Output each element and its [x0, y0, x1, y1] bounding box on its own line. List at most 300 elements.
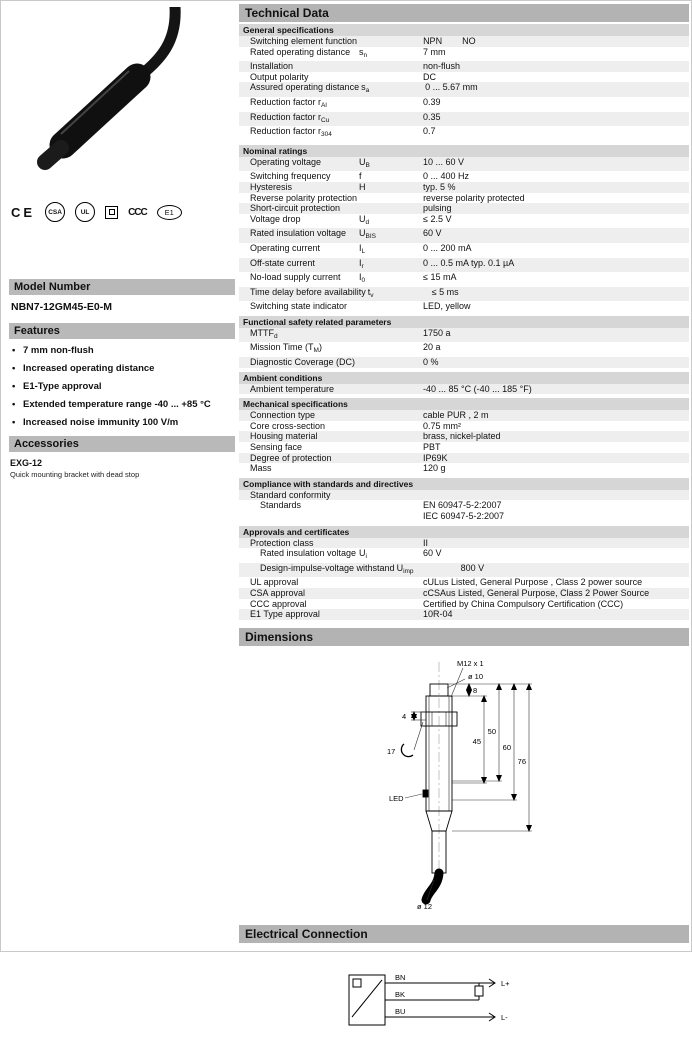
section-header: Nominal ratings: [239, 145, 689, 157]
spec-value: [423, 577, 689, 588]
spec-label-text: Switching frequency: [250, 171, 331, 182]
spec-value: [423, 214, 689, 229]
spec-label-text: Output polarity: [250, 71, 309, 82]
spec-value-secondary: NO: [462, 36, 476, 46]
spec-label: [239, 588, 357, 599]
spec-label-text: Off-state current: [250, 257, 315, 268]
spec-label: [239, 421, 357, 432]
spec-label: [239, 384, 357, 395]
spec-value: [423, 548, 689, 563]
symbol-sub: n: [363, 51, 368, 59]
spec-label-text: Reduction factor r: [250, 96, 322, 107]
spec-label-text: Diagnostic Coverage (DC): [250, 357, 356, 368]
symbol-base: U: [359, 228, 366, 239]
spec-value: [425, 82, 689, 97]
spec-symbol: [395, 563, 461, 578]
wiring-svg: [239, 955, 689, 1050]
spec-value-line: EN 60947-5-2:2007: [423, 500, 502, 511]
sensor-tip: [45, 148, 61, 162]
spec-label-text: Switching element function: [250, 36, 358, 46]
spec-label: [239, 182, 357, 193]
e1-mark-icon: E1: [157, 205, 182, 220]
spec-symbol: [357, 410, 423, 421]
spec-row: [239, 342, 689, 357]
symbol-sub: i: [365, 553, 367, 561]
spec-label-text: No-load supply current: [250, 272, 341, 283]
spec-value-text: pulsing: [423, 203, 452, 214]
spec-symbol: [357, 421, 423, 432]
spec-label-text: Protection class: [250, 537, 314, 548]
spec-value-text: 10 ... 60 V: [423, 156, 465, 167]
spec-label: [239, 431, 357, 442]
dim-60-label: 60: [502, 742, 511, 752]
spec-value: [423, 342, 689, 357]
section-header: Mechanical specifications: [239, 398, 689, 410]
spec-value: [423, 301, 689, 312]
spec-label-text: Standards: [260, 500, 302, 511]
spec-symbol: [357, 171, 423, 182]
spec-row: [239, 384, 689, 395]
protection-class-ii-icon: [105, 206, 118, 219]
spec-row: [239, 500, 689, 521]
spec-symbol: [357, 61, 423, 72]
gap-label: 4: [402, 711, 407, 721]
spec-symbol: [357, 463, 423, 474]
spec-symbol: [357, 72, 423, 83]
spec-row: [239, 126, 689, 141]
spec-label-text: Voltage drop: [250, 213, 301, 224]
spec-row: [239, 61, 689, 72]
symbol-base: s: [359, 46, 364, 57]
symbol-base: U: [359, 156, 366, 167]
spec-label: [239, 82, 359, 97]
spec-value-text: PBT: [423, 442, 441, 453]
spec-label: [239, 548, 357, 563]
left-column: [9, 7, 235, 479]
spec-symbol: [357, 384, 423, 395]
spec-row: [239, 410, 689, 421]
spec-value: [423, 228, 689, 243]
spec-label: [239, 563, 395, 578]
model-number-header: Model Number: [9, 279, 235, 295]
spec-value-text: 20 a: [423, 342, 441, 353]
spec-symbol: [357, 431, 423, 442]
spec-value: [423, 272, 689, 287]
spec-value: [423, 182, 689, 193]
spec-row: [239, 272, 689, 287]
spec-label-text: Operating current: [250, 242, 321, 253]
spec-value-text: 60 V: [423, 228, 442, 239]
dimensions-header: Dimensions: [239, 628, 689, 646]
spec-row: [239, 588, 689, 599]
spec-label: [239, 538, 357, 549]
spec-value-text: 0.7: [423, 126, 436, 137]
spec-value-text: 800 V: [460, 562, 485, 573]
spec-label: [239, 203, 357, 214]
spec-value-text: 0 %: [423, 357, 439, 368]
dimension-lines: [405, 668, 532, 900]
spec-value: [423, 384, 689, 395]
spec-label-sub: 304: [321, 131, 332, 139]
spec-value-text: 0.35: [423, 111, 441, 122]
spec-label: [239, 243, 357, 258]
electrical-connection-header: Electrical Connection: [239, 925, 689, 943]
feature-item: • E1-Type approval: [12, 381, 235, 393]
spec-label-post: ): [318, 342, 322, 353]
spec-symbol: [357, 126, 423, 141]
spec-symbol: [357, 193, 423, 204]
spec-symbol: [357, 228, 423, 243]
spec-label: [239, 287, 366, 302]
sensor-photo-illustration: [9, 7, 235, 193]
symbol-base: I: [359, 272, 362, 283]
wire-bn-label: BN: [395, 972, 406, 982]
spec-row: [239, 112, 689, 127]
spec-symbol: [357, 588, 423, 599]
dimension-svg: [239, 654, 689, 912]
spec-label-text: MTTF: [250, 327, 274, 338]
spec-row: [239, 258, 689, 273]
spec-value: [423, 599, 689, 610]
ce-mark-icon: CE: [11, 204, 36, 220]
dimension-drawing: [239, 654, 689, 917]
dim-45-label: 45: [472, 736, 481, 746]
model-number: NBN7-12GM45-E0-M: [11, 301, 112, 313]
spec-symbol: [357, 36, 423, 47]
right-column: [239, 4, 689, 1055]
feature-item: • Extended temperature range -40 ... +85 °C: [12, 399, 235, 411]
spec-label-text: Time delay before availability: [250, 286, 366, 297]
spec-symbol: [357, 243, 423, 258]
spec-row: [239, 287, 689, 302]
spec-value: [432, 287, 689, 302]
sensor-outline: [401, 662, 457, 900]
terminal-lplus-label: L+: [501, 978, 510, 988]
features-header: Features: [9, 323, 235, 339]
symbol-sub: 0: [361, 277, 366, 285]
spec-label-sub: M: [313, 347, 319, 355]
spec-label-text: Sensing face: [250, 442, 303, 453]
symbol-sub: d: [365, 218, 370, 226]
spec-label: [239, 463, 357, 474]
spec-label: [239, 61, 357, 72]
spec-row: [239, 599, 689, 610]
symbol-sub: L: [361, 247, 366, 255]
spec-value-text: II: [423, 537, 429, 548]
spec-value: [423, 410, 689, 421]
spec-label-sub: Al: [321, 101, 327, 109]
spec-value: [423, 490, 689, 501]
spec-label-text: Hysteresis: [250, 181, 293, 192]
spec-value-line: IEC 60947-5-2:2007: [423, 511, 505, 521]
spec-label-text: UL approval: [250, 577, 299, 588]
spec-symbol: [357, 548, 423, 563]
symbol-sub: r: [361, 262, 364, 270]
spec-value: [423, 61, 689, 72]
spec-label-text: Switching state indicator: [250, 301, 348, 312]
cable-diameter-label: ø 12: [417, 901, 433, 911]
inner-square: [109, 209, 115, 215]
spec-value: [423, 431, 689, 442]
spec-value: [423, 538, 689, 549]
spec-value: [423, 203, 689, 214]
spec-value-text: cULus Listed, General Purpose , Class 2 power source: [423, 577, 643, 588]
ccc-mark-icon: CCC: [128, 206, 147, 218]
spec-value-text: 0 ... 400 Hz: [423, 171, 470, 182]
spec-label: [239, 490, 357, 501]
spec-label: [239, 357, 357, 368]
wrench-size-label: 17: [387, 746, 396, 756]
spec-value: [423, 258, 689, 273]
spec-row: [239, 609, 689, 620]
symbol-sub: B: [365, 161, 370, 169]
spec-symbol: [357, 203, 423, 214]
spec-symbol: [366, 287, 432, 302]
spec-label-text: Mission Time (T: [250, 342, 314, 353]
spec-value-text: -40 ... 85 °C (-40 ... 185 °F): [423, 383, 532, 394]
spec-value-text: 0.39: [423, 96, 441, 107]
spec-symbol: [357, 342, 423, 357]
spec-label-text: CSA approval: [250, 587, 306, 598]
spec-label: [239, 228, 357, 243]
spec-value: [423, 243, 689, 258]
spec-symbol: [357, 500, 423, 521]
spec-value-text: NPN: [423, 36, 443, 46]
wrench-icon: [401, 744, 413, 757]
spec-row: [239, 357, 689, 368]
spec-row: [239, 563, 689, 578]
spec-value-text: typ. 5 %: [423, 181, 456, 192]
cable: [141, 7, 175, 75]
spec-row: [239, 577, 689, 588]
tip-length-label: 8: [473, 685, 478, 695]
spec-label: [239, 258, 357, 273]
electrical-connection-diagram: [239, 955, 689, 1055]
spec-value-text: cable PUR , 2 m: [423, 410, 489, 421]
spec-value: [461, 563, 689, 578]
spec-label-text: Housing material: [250, 431, 318, 442]
spec-label-text: Reduction factor r: [250, 126, 322, 137]
accessory-description: Quick mounting bracket with dead stop: [10, 470, 140, 480]
technical-data-table: [239, 24, 689, 620]
spec-label-text: Reverse polarity protection: [250, 192, 358, 203]
spec-row: [239, 171, 689, 182]
spec-value-text: 7 mm: [423, 46, 446, 57]
symbol-sub: v: [370, 291, 374, 299]
symbol-base: I: [359, 257, 362, 268]
symbol-base: s: [361, 82, 366, 93]
accessories-header: Accessories: [9, 436, 235, 452]
spec-row: [239, 214, 689, 229]
spec-label: [239, 97, 357, 112]
spec-symbol: [357, 157, 423, 172]
spec-symbol: [357, 112, 423, 127]
face-diameter-label: ø 10: [468, 671, 484, 681]
spec-value-text: LED, yellow: [423, 301, 471, 312]
spec-value-text: 60 V: [423, 548, 442, 559]
spec-value: [423, 47, 689, 62]
symbol-sub: a: [365, 87, 370, 95]
symbol-base: H: [359, 181, 366, 192]
dim-76-label: 76: [517, 756, 526, 766]
symbol-base: U: [359, 213, 366, 224]
spec-value: [423, 126, 689, 141]
spec-row: [239, 453, 689, 464]
spec-value: [423, 328, 689, 343]
section-header: Functional safety related parameters: [239, 316, 689, 328]
spec-label-text: Core cross-section: [250, 420, 326, 431]
spec-value: [423, 588, 689, 599]
spec-value: [423, 72, 689, 83]
spec-row: [239, 82, 689, 97]
spec-label-text: Reduction factor r: [250, 111, 322, 122]
circuit-lines: [349, 972, 495, 1025]
section-header: General specifications: [239, 24, 689, 36]
spec-symbol: [357, 47, 423, 62]
spec-value-text: 10R-04: [423, 609, 453, 620]
spec-symbol: [357, 609, 423, 620]
spec-label: [239, 342, 357, 357]
led-label: LED: [389, 793, 404, 803]
technical-data-header: Technical Data: [239, 4, 689, 22]
spec-row: [239, 228, 689, 243]
spec-symbol: [357, 490, 423, 501]
spec-symbol: [359, 82, 425, 97]
spec-label: [239, 442, 357, 453]
product-photo: [9, 7, 235, 193]
spec-label: [239, 214, 357, 229]
features-list: [9, 345, 235, 428]
ul-mark-icon: UL: [75, 202, 95, 222]
spec-label-text: Rated operating distance: [250, 46, 351, 57]
spec-label-text: Assured operating distance: [250, 82, 360, 93]
spec-row: [239, 203, 689, 214]
spec-row: [239, 328, 689, 343]
spec-label-text: Short-circuit protection: [250, 203, 341, 214]
spec-value: [423, 171, 689, 182]
spec-symbol: [357, 599, 423, 610]
spec-label-sub: d: [274, 332, 278, 340]
spec-label-text: Rated insulation voltage: [260, 548, 357, 559]
section-header: Ambient conditions: [239, 372, 689, 384]
spec-symbol: [357, 214, 423, 229]
feature-item: • 7 mm non-flush: [12, 345, 235, 357]
spec-value-text: ≤ 5 ms: [431, 286, 459, 297]
symbol-base: U: [359, 548, 366, 559]
spec-symbol: [357, 442, 423, 453]
spec-symbol: [357, 577, 423, 588]
spec-row: [239, 301, 689, 312]
spec-row: [239, 157, 689, 172]
spec-label-text: Standard conformity: [250, 489, 331, 500]
section-header: Approvals and certificates: [239, 526, 689, 538]
spec-label: [239, 410, 357, 421]
spec-label-text: E1 Type approval: [250, 609, 320, 620]
csa-mark-icon: CSA: [45, 202, 65, 222]
feature-item: • Increased noise immunity 100 V/m: [12, 417, 235, 429]
spec-value: [423, 112, 689, 127]
spec-row: [239, 97, 689, 112]
wire-bu-label: BU: [395, 1006, 406, 1016]
spec-label: [239, 500, 357, 521]
symbol-sub: BIS: [365, 233, 376, 241]
spec-row: [239, 548, 689, 563]
spec-symbol: [357, 272, 423, 287]
spec-row: [239, 36, 689, 47]
spec-label-text: Mass: [250, 463, 272, 474]
spec-value-text: 0 ... 0.5 mA typ. 0.1 µA: [423, 257, 515, 268]
spec-value-text: brass, nickel-plated: [423, 431, 501, 442]
spec-label: [239, 47, 357, 62]
spec-symbol: [357, 301, 423, 312]
spec-value-text: DC: [423, 71, 436, 82]
spec-row: [239, 243, 689, 258]
symbol-base: U: [396, 562, 404, 573]
spec-label-text: Operating voltage: [250, 156, 322, 167]
spec-label-sub: Cu: [321, 116, 330, 124]
spec-label-text: Connection type: [250, 410, 316, 421]
spec-value-text: ≤ 2.5 V: [423, 213, 452, 224]
spec-symbol: [357, 328, 423, 343]
spec-label-text: CCC approval: [250, 598, 307, 609]
spec-value-text: 0 ... 5.67 mm: [425, 82, 478, 93]
spec-label: [239, 301, 357, 312]
spec-value: [423, 357, 689, 368]
spec-symbol: [357, 453, 423, 464]
spec-label: [239, 112, 357, 127]
spec-symbol: [357, 357, 423, 368]
certification-icons: [9, 199, 235, 225]
symbol-sub: imp: [403, 567, 414, 575]
spec-value: [423, 193, 689, 204]
spec-value: [423, 453, 689, 464]
spec-value: [423, 421, 689, 432]
spec-symbol: [357, 182, 423, 193]
spec-row: [239, 431, 689, 442]
symbol-base: f: [359, 171, 362, 182]
spec-value-text: non-flush: [423, 61, 461, 72]
dim-50-label: 50: [487, 726, 496, 736]
spec-label: [239, 599, 357, 610]
spec-value-text: 0 ... 200 mA: [423, 242, 472, 253]
wire-bk-label: BK: [395, 989, 406, 999]
spec-value: [423, 97, 689, 112]
spec-label: [239, 36, 357, 47]
terminal-lminus-label: L-: [501, 1012, 508, 1022]
spec-label-text: Degree of protection: [250, 452, 332, 463]
spec-row: [239, 72, 689, 83]
spec-value-text: reverse polarity protected: [423, 192, 525, 203]
spec-value: [423, 157, 689, 172]
spec-row: [239, 47, 689, 62]
spec-label-text: Ambient temperature: [250, 383, 335, 394]
spec-value-text: ≤ 15 mA: [423, 272, 457, 283]
spec-value: [423, 609, 689, 620]
spec-row: [239, 182, 689, 193]
spec-symbol: [357, 258, 423, 273]
spec-row: [239, 421, 689, 432]
spec-value-text: cCSAus Listed, General Purpose, Class 2 Power Source: [423, 587, 650, 598]
spec-label-text: Design-impulse-voltage withstand: [260, 562, 395, 573]
spec-row: [239, 490, 689, 501]
spec-symbol: [357, 97, 423, 112]
section-header: Compliance with standards and directives: [239, 478, 689, 490]
spec-label-text: Rated insulation voltage: [250, 228, 347, 239]
accessory-name: EXG-12: [10, 458, 43, 469]
feature-item: • Increased operating distance: [12, 363, 235, 375]
thread-label: M12 x 1: [457, 658, 484, 668]
spec-value: [423, 463, 689, 474]
